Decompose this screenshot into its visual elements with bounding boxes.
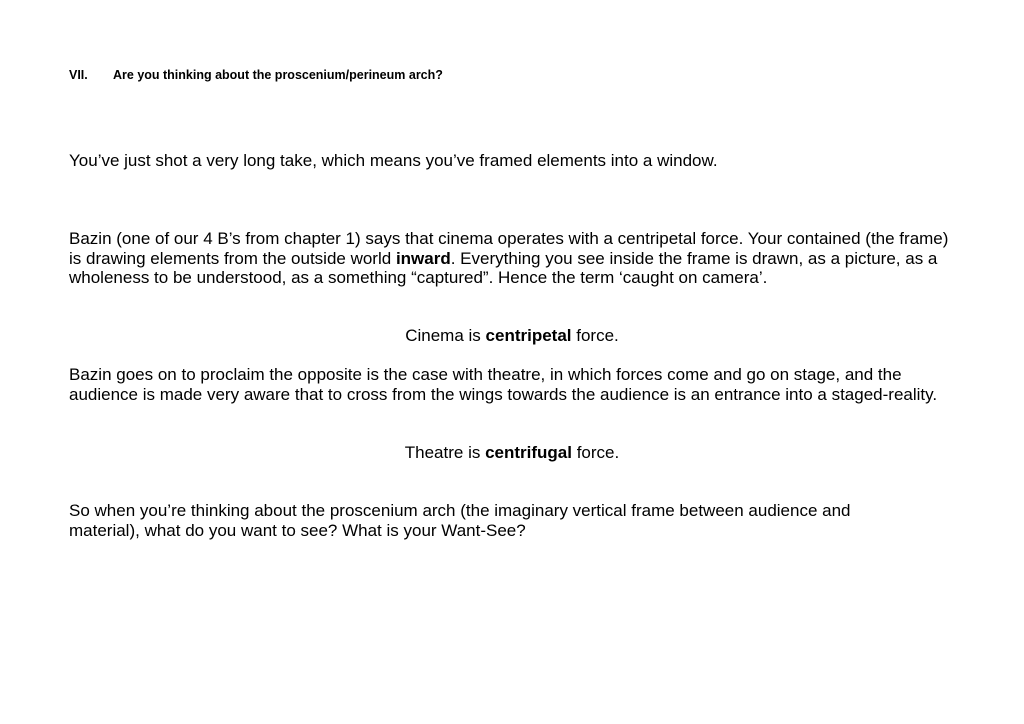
paragraph-want-see: So when you’re thinking about the proscenium arch (the imaginary vertical frame between audience and material), what do you want to see? What is your Want-See? bbox=[69, 501, 851, 540]
paragraph-theatre: Bazin goes on to proclaim the opposite is the case with theatre, in which forces come and go on stage, and the audience is made very aware that to cross from the wings towards the audience is an entrance into a staged-reality. bbox=[69, 365, 938, 404]
statement-text: Theatre is bbox=[404, 443, 486, 462]
emphasis-centrifugal: centrifugal bbox=[485, 443, 572, 462]
cinema-statement bbox=[0, 326, 1024, 346]
emphasis-centripetal: centripetal bbox=[485, 326, 572, 345]
theatre-statement bbox=[0, 443, 1024, 463]
statement-text: Cinema is bbox=[405, 326, 486, 345]
paragraph-text: . Everything you see inside the frame is drawn, as a picture, as a wholeness to be understood, as a something “captured”. Hence the term ‘caught on camera’. bbox=[69, 248, 938, 287]
statement-text: force. bbox=[571, 443, 620, 462]
section-number: VII. bbox=[69, 68, 88, 82]
statement-text: force. bbox=[571, 326, 619, 345]
emphasis-inward: inward bbox=[395, 248, 451, 268]
section-title: Are you thinking about the proscenium/perineum arch? bbox=[113, 68, 443, 82]
section-heading bbox=[69, 68, 443, 83]
paragraph-bazin-centripetal bbox=[69, 229, 949, 288]
paragraph-text: Bazin (one of our 4 B’s from chapter 1) says that cinema operates with a centripetal force. Your contained (the frame) is drawing elements from the outside world bbox=[69, 229, 949, 268]
paragraph-long-take: You’ve just shot a very long take, which means you’ve framed elements into a window. bbox=[69, 151, 718, 170]
